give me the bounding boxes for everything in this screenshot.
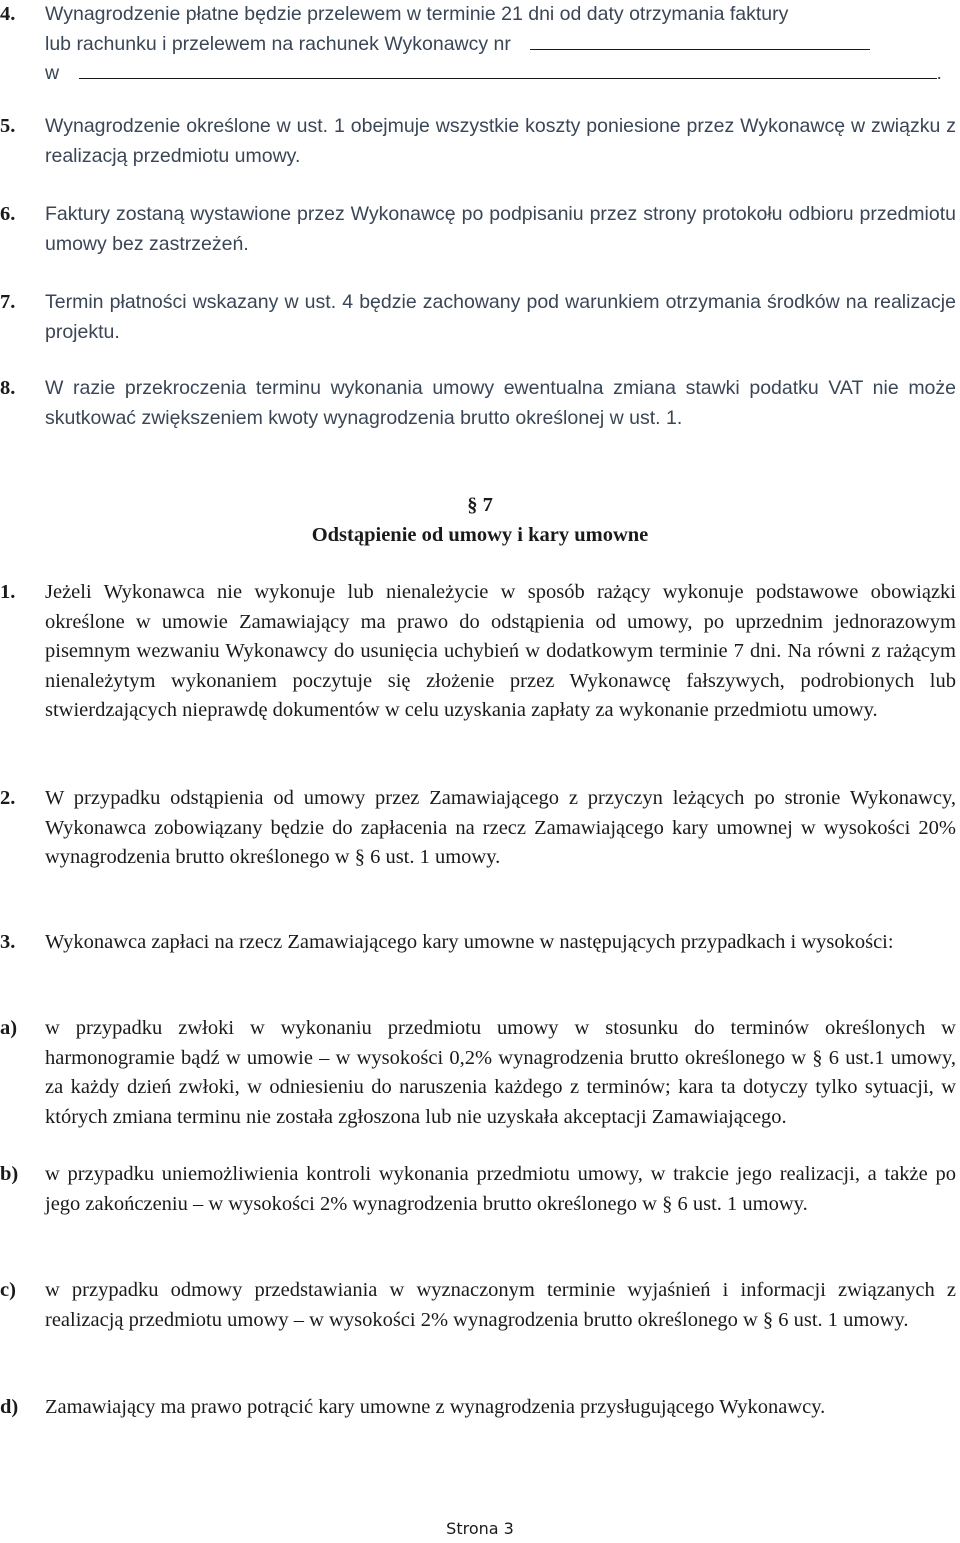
item-number: 5. <box>0 115 16 137</box>
item-number: 3. <box>0 931 16 953</box>
list-item <box>0 1276 960 1335</box>
section-paragraph-number: § 7 <box>467 494 493 516</box>
item-text <box>45 0 956 89</box>
list-item <box>0 0 960 89</box>
page-footer: Strona 3 <box>446 1519 514 1538</box>
item-text: Zamawiający ma prawo potrącić kary umowne z wynagrodzenia przysługującego Wykonawcy. <box>45 1396 826 1418</box>
list-item <box>0 1014 960 1132</box>
item-line <box>45 30 956 60</box>
item-text: Wynagrodzenie określone w ust. 1 obejmuje wszystkie koszty poniesione przez Wykonawcę w związku z realizacją przedmiotu umowy. <box>45 115 956 167</box>
list-item <box>0 1160 960 1219</box>
item-number: 1. <box>0 581 16 603</box>
item-text: Wykonawca zapłaci na rzecz Zamawiającego kary umowne w następujących przypadkach i wysokości: <box>45 931 894 953</box>
list-item <box>0 784 960 873</box>
item-number: 7. <box>0 291 16 313</box>
item-number: 6. <box>0 203 16 225</box>
item-text: Faktury zostaną wystawione przez Wykonawcę po podpisaniu przez strony protokołu odbioru przedmiotu umowy bez zastrzeżeń. <box>45 203 956 255</box>
item-text: Jeżeli Wykonawca nie wykonuje lub nienależycie w sposób rażący wykonuje podstawowe obowiązki określone w umowie Zamawiający ma prawo do odstąpienia od umowy, po uprzednim jednorazowym pisemnym wezwaniu Wykonawcy do usunięcia uchybień w dodatkowym terminie 7 dni. Na równi z rażącym nienależytym wykonaniem poczytuje się złożenie przez Wykonawcę fałszywych, podrobionych lub stwierdzających nieprawdę dokumentów w celu uzyskania zapłaty za wykonanie przedmiotu umowy. <box>45 581 956 722</box>
item-number: 2. <box>0 787 16 809</box>
item-number: d) <box>0 1396 19 1418</box>
item-line-text: lub rachunku i przelewem na rachunek Wykonawcy nr <box>45 32 511 55</box>
item-text: W przypadku odstąpienia od umowy przez Zamawiającego z przyczyn leżących po stronie Wykonawcy, Wykonawca zobowiązany będzie do zapłacenia na rzecz Zamawiającego kary umownej w wysokości 20% wynagrodzenia brutto określonego w § 6 ust. 1 umowy. <box>45 787 956 869</box>
list-item <box>0 288 960 347</box>
section-title: Odstąpienie od umowy i kary umowne <box>311 524 649 546</box>
list-item <box>0 374 960 433</box>
list-item <box>0 578 960 726</box>
item-number: 8. <box>0 377 16 399</box>
item-line: Wynagrodzenie płatne będzie przelewem w terminie 21 dni od daty otrzymania faktury <box>45 3 789 25</box>
blank-fill-line <box>79 77 937 79</box>
list-item <box>0 200 960 259</box>
list-item <box>0 1393 960 1423</box>
item-line-end: . <box>936 62 942 85</box>
item-text: w przypadku zwłoki w wykonaniu przedmiotu umowy w stosunku do terminów określonych w harmonogramie bądź w umowie – w wysokości 0,2% wynagrodzenia brutto określonego w § 6 ust.1 umowy, za każdy dzień zwłoki, w odniesieniu do naruszenia każdego z terminów; kara ta dotyczy tylko sytuacji, w których zmiana terminu nie została zgłoszona lub nie uzyskała akceptacji Zamawiającego. <box>45 1017 956 1128</box>
list-item <box>0 928 960 958</box>
item-line <box>45 59 956 89</box>
blank-fill-line <box>530 48 870 50</box>
item-text: w przypadku odmowy przedstawiania w wyznaczonym terminie wyjaśnień i informacji związanych z realizacją przedmiotu umowy – w wysokości 2% wynagrodzenia brutto określonego w § 6 ust. 1 umowy. <box>45 1279 956 1331</box>
item-text: W razie przekroczenia terminu wykonania umowy ewentualna zmiana stawki podatku VAT nie może skutkować zwiększeniem kwoty wynagrodzenia brutto określonej w ust. 1. <box>45 377 956 429</box>
item-number: c) <box>0 1279 16 1301</box>
list-item <box>0 112 960 171</box>
item-line-text: w <box>45 62 60 85</box>
item-number: a) <box>0 1017 18 1039</box>
item-text: w przypadku uniemożliwienia kontroli wykonania przedmiotu umowy, w trakcie jego realizacji, a także po jego zakończeniu – w wysokości 2% wynagrodzenia brutto określonego w § 6 ust. 1 umowy. <box>45 1163 956 1215</box>
item-number: b) <box>0 1163 19 1185</box>
item-number: 4. <box>0 3 16 25</box>
item-text: Termin płatności wskazany w ust. 4 będzie zachowany pod warunkiem otrzymania środków na realizacje projektu. <box>45 291 956 343</box>
